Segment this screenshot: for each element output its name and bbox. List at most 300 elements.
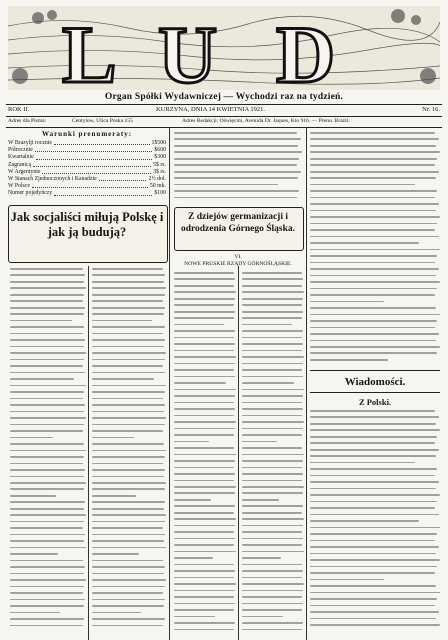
text-line bbox=[10, 359, 84, 361]
masthead-illustration bbox=[8, 6, 440, 90]
text-line bbox=[242, 609, 302, 611]
text-line bbox=[310, 533, 437, 535]
text-line bbox=[310, 249, 440, 251]
text-line bbox=[174, 158, 299, 160]
text-line bbox=[92, 605, 164, 607]
text-line bbox=[174, 629, 234, 631]
text-line bbox=[242, 298, 303, 300]
text-line bbox=[174, 616, 215, 618]
text-line bbox=[310, 527, 440, 529]
text-line bbox=[242, 492, 303, 494]
text-line bbox=[310, 359, 388, 361]
text-line bbox=[310, 624, 440, 626]
text-line bbox=[10, 463, 83, 465]
text-line bbox=[242, 337, 302, 339]
headline-main: Jak socjaliści miłują Polskę i jak ją budują? bbox=[10, 210, 164, 239]
text-line bbox=[174, 454, 236, 456]
text-line bbox=[92, 378, 154, 380]
text-line bbox=[92, 333, 163, 335]
text-line bbox=[310, 553, 436, 555]
text-line bbox=[242, 272, 302, 274]
text-line bbox=[174, 298, 235, 300]
text-line bbox=[92, 488, 165, 490]
text-line bbox=[310, 346, 440, 348]
text-line bbox=[174, 434, 234, 436]
text-line bbox=[310, 494, 440, 496]
text-line bbox=[310, 314, 440, 316]
text-line bbox=[242, 486, 304, 488]
text-line bbox=[174, 132, 297, 134]
text-line bbox=[92, 566, 165, 568]
text-line bbox=[10, 534, 85, 536]
text-line bbox=[174, 551, 236, 553]
news-heading: Wiadomości. bbox=[344, 376, 406, 388]
text-line bbox=[174, 138, 301, 140]
text-line bbox=[92, 534, 165, 536]
text-line bbox=[174, 428, 235, 430]
address-row bbox=[6, 117, 442, 127]
text-line bbox=[10, 307, 85, 309]
text-line bbox=[10, 501, 85, 503]
text-line bbox=[310, 158, 437, 160]
text-line bbox=[174, 447, 234, 449]
text-line bbox=[242, 441, 277, 443]
text-line bbox=[92, 339, 165, 341]
text-line bbox=[92, 437, 134, 439]
text-line bbox=[92, 430, 163, 432]
address-label: Adres dla Pisma: bbox=[8, 118, 47, 124]
text-line bbox=[310, 255, 437, 257]
text-line bbox=[310, 197, 435, 199]
text-line bbox=[10, 352, 86, 354]
text-line bbox=[10, 514, 86, 516]
text-line bbox=[242, 434, 302, 436]
text-line bbox=[242, 382, 294, 384]
text-line bbox=[92, 404, 165, 406]
subscription-title: Warunki prenumeraty: bbox=[41, 130, 133, 138]
text-line bbox=[242, 324, 292, 326]
column-rule bbox=[306, 128, 307, 640]
text-line bbox=[242, 525, 303, 527]
text-line bbox=[10, 540, 84, 542]
text-line bbox=[10, 592, 83, 594]
text-line bbox=[92, 294, 165, 296]
text-line bbox=[10, 326, 84, 328]
text-line bbox=[92, 398, 163, 400]
text-line bbox=[92, 326, 165, 328]
text-line bbox=[174, 505, 235, 507]
text-line bbox=[310, 442, 435, 444]
text-line bbox=[242, 473, 303, 475]
masthead-subtitle: Organ Spółki Wydawniczej — Wychodzi raz na tydzień. bbox=[104, 92, 344, 102]
text-line bbox=[242, 544, 302, 546]
text-line bbox=[174, 389, 236, 391]
text-line bbox=[310, 171, 439, 173]
text-line bbox=[310, 281, 440, 283]
article-text-block bbox=[174, 272, 236, 636]
subscription-box bbox=[8, 130, 166, 202]
text-line bbox=[10, 476, 84, 478]
text-line bbox=[310, 475, 435, 477]
text-line bbox=[310, 455, 436, 457]
text-line bbox=[92, 320, 152, 322]
text-line bbox=[92, 372, 165, 374]
text-line bbox=[310, 294, 435, 296]
text-line bbox=[242, 512, 302, 514]
text-line bbox=[10, 287, 86, 289]
text-line bbox=[174, 285, 234, 287]
text-line bbox=[242, 285, 302, 287]
text-line bbox=[310, 566, 437, 568]
text-line bbox=[10, 586, 84, 588]
text-line bbox=[242, 356, 304, 358]
text-line bbox=[174, 278, 235, 280]
text-line bbox=[174, 376, 235, 378]
issue-year: ROK II. bbox=[8, 106, 30, 113]
text-line bbox=[310, 514, 439, 516]
column-rule bbox=[88, 266, 89, 640]
text-line bbox=[174, 480, 234, 482]
text-line bbox=[10, 612, 60, 614]
text-line bbox=[310, 132, 435, 134]
editorial-address: Adres Redakcji: Oświęcim, Avenida Dr. Jaques, Kto 916. — Prenu. Brazil. bbox=[182, 118, 350, 124]
text-line bbox=[92, 385, 166, 387]
text-line bbox=[242, 350, 302, 352]
text-line bbox=[242, 505, 303, 507]
price-row: Zagranicą 5$ rs. bbox=[8, 161, 166, 168]
column-rule bbox=[169, 128, 170, 640]
article-text-block bbox=[92, 268, 166, 636]
text-line bbox=[174, 492, 235, 494]
text-line bbox=[92, 560, 163, 562]
article-text-block bbox=[310, 410, 440, 636]
text-line bbox=[310, 559, 440, 561]
text-line bbox=[310, 592, 440, 594]
text-line bbox=[92, 495, 136, 497]
text-line bbox=[310, 481, 439, 483]
text-line bbox=[242, 291, 304, 293]
text-line bbox=[310, 333, 439, 335]
text-line bbox=[10, 573, 84, 575]
text-line bbox=[92, 411, 164, 413]
text-line bbox=[10, 424, 84, 426]
text-line bbox=[310, 229, 435, 231]
masthead-letter-u: U bbox=[158, 9, 218, 90]
price-row: W Argentynie 3$ rs. bbox=[8, 168, 166, 175]
text-line bbox=[242, 616, 283, 618]
text-line bbox=[10, 625, 83, 627]
text-line bbox=[10, 411, 84, 413]
text-line bbox=[92, 527, 163, 529]
text-line bbox=[174, 577, 234, 579]
text-line bbox=[10, 333, 83, 335]
text-line bbox=[92, 443, 164, 445]
divider bbox=[310, 392, 440, 393]
text-line bbox=[310, 301, 384, 303]
text-line bbox=[174, 272, 234, 274]
text-line bbox=[174, 369, 234, 371]
text-line bbox=[310, 540, 435, 542]
text-line bbox=[92, 424, 165, 426]
text-line bbox=[174, 486, 236, 488]
text-line bbox=[174, 382, 226, 384]
text-line bbox=[242, 330, 303, 332]
text-line bbox=[310, 410, 435, 412]
text-line bbox=[174, 441, 209, 443]
text-line bbox=[242, 317, 302, 319]
text-line bbox=[10, 547, 86, 549]
text-line bbox=[174, 356, 236, 358]
text-line bbox=[92, 274, 165, 276]
text-line bbox=[242, 376, 303, 378]
text-line bbox=[10, 378, 74, 380]
text-line bbox=[310, 320, 437, 322]
text-line bbox=[10, 560, 83, 562]
text-line bbox=[242, 480, 302, 482]
text-line bbox=[174, 596, 234, 598]
text-line bbox=[310, 151, 440, 153]
text-line bbox=[10, 346, 84, 348]
text-line bbox=[92, 586, 165, 588]
text-line bbox=[310, 429, 440, 431]
text-line bbox=[242, 596, 302, 598]
divider bbox=[310, 370, 440, 371]
text-line bbox=[92, 553, 139, 555]
text-line bbox=[242, 629, 302, 631]
text-line bbox=[92, 618, 165, 620]
text-line bbox=[310, 611, 439, 613]
text-line bbox=[174, 395, 235, 397]
text-line bbox=[174, 304, 234, 306]
text-line bbox=[310, 236, 439, 238]
text-line bbox=[242, 428, 303, 430]
section-subtitle: NOWE PRUSKIE RZĄDY GÓRNOŚLĄSKIE. bbox=[184, 261, 292, 267]
text-line bbox=[92, 307, 165, 309]
text-line bbox=[310, 572, 435, 574]
price-row: W Polsce 50 mk. bbox=[8, 183, 166, 190]
text-line bbox=[242, 402, 302, 404]
text-line bbox=[242, 311, 303, 313]
text-line bbox=[10, 456, 84, 458]
masthead-letter-d: D bbox=[276, 9, 336, 90]
text-line bbox=[174, 538, 235, 540]
price-row: Półrocznie $600 bbox=[8, 147, 166, 154]
text-line bbox=[10, 385, 86, 387]
text-line bbox=[92, 547, 166, 549]
text-line bbox=[10, 300, 83, 302]
issue-info-row bbox=[6, 105, 442, 116]
text-line bbox=[92, 300, 163, 302]
text-line bbox=[242, 447, 302, 449]
text-line bbox=[174, 557, 213, 559]
text-line bbox=[242, 557, 281, 559]
text-line bbox=[92, 514, 166, 516]
text-line bbox=[174, 609, 234, 611]
text-line bbox=[10, 437, 53, 439]
text-line bbox=[10, 313, 84, 315]
text-line bbox=[242, 603, 303, 605]
text-line bbox=[310, 546, 439, 548]
text-line bbox=[174, 363, 235, 365]
text-line bbox=[174, 408, 235, 410]
text-line bbox=[174, 583, 236, 585]
text-line bbox=[92, 463, 163, 465]
text-line bbox=[174, 324, 224, 326]
text-line bbox=[174, 499, 211, 501]
text-line bbox=[242, 389, 304, 391]
text-line bbox=[92, 417, 166, 419]
text-line bbox=[242, 583, 304, 585]
text-line bbox=[242, 343, 303, 345]
text-line bbox=[92, 592, 163, 594]
article-text-block bbox=[174, 132, 302, 204]
text-line bbox=[10, 508, 84, 510]
text-line bbox=[174, 311, 235, 313]
text-line bbox=[10, 553, 58, 555]
text-line bbox=[310, 275, 436, 277]
text-line bbox=[92, 456, 165, 458]
text-line bbox=[10, 579, 86, 581]
text-line bbox=[174, 330, 235, 332]
text-line bbox=[310, 436, 437, 438]
text-line bbox=[92, 612, 141, 614]
text-line bbox=[310, 242, 419, 244]
text-line bbox=[310, 190, 437, 192]
text-line bbox=[242, 538, 303, 540]
text-line bbox=[310, 520, 419, 522]
text-line bbox=[174, 467, 234, 469]
text-line bbox=[174, 164, 297, 166]
text-line bbox=[174, 603, 235, 605]
text-line bbox=[92, 476, 164, 478]
text-line bbox=[174, 512, 234, 514]
text-line bbox=[10, 566, 85, 568]
text-line bbox=[174, 473, 235, 475]
text-line bbox=[310, 352, 437, 354]
text-line bbox=[310, 216, 440, 218]
text-line bbox=[310, 488, 436, 490]
text-line bbox=[242, 551, 304, 553]
text-line bbox=[174, 402, 234, 404]
text-line bbox=[10, 482, 86, 484]
text-line bbox=[174, 291, 236, 293]
text-line bbox=[10, 618, 84, 620]
text-line bbox=[310, 468, 437, 470]
text-line bbox=[10, 268, 83, 270]
text-line bbox=[310, 449, 439, 451]
text-line bbox=[174, 171, 301, 173]
text-line bbox=[174, 570, 235, 572]
text-line bbox=[92, 352, 166, 354]
text-line bbox=[92, 313, 164, 315]
text-line bbox=[242, 570, 303, 572]
text-line bbox=[10, 372, 85, 374]
text-line bbox=[174, 197, 297, 199]
text-line bbox=[92, 501, 165, 503]
text-line bbox=[92, 469, 165, 471]
price-row: W Brazylji rocznie 1$500 bbox=[8, 140, 166, 146]
text-line bbox=[310, 177, 436, 179]
text-line bbox=[242, 518, 304, 520]
text-line bbox=[92, 391, 165, 393]
text-line bbox=[174, 415, 234, 417]
news-subheading: Z Polski. bbox=[358, 397, 392, 407]
text-line bbox=[10, 339, 85, 341]
text-line bbox=[174, 151, 302, 153]
masthead-letter-l: L bbox=[62, 9, 117, 90]
text-line bbox=[310, 462, 415, 464]
text-line bbox=[310, 605, 435, 607]
text-line bbox=[310, 423, 436, 425]
text-line bbox=[92, 599, 165, 601]
headline-middle: Z dziejów germanizacji i odrodzenia Górnego Śląska. bbox=[180, 212, 296, 234]
text-line bbox=[174, 317, 234, 319]
text-line bbox=[310, 288, 437, 290]
text-line bbox=[174, 421, 236, 423]
price-row: W Stanach Zjednoczonych i Kanadzie 2½ dol. bbox=[8, 176, 166, 183]
text-line bbox=[10, 294, 84, 296]
text-line bbox=[242, 454, 304, 456]
text-line bbox=[310, 416, 439, 418]
text-line bbox=[242, 622, 303, 624]
text-line bbox=[310, 579, 384, 581]
text-line bbox=[92, 287, 166, 289]
text-line bbox=[92, 579, 166, 581]
address-value: Centylow, Ulica Poska 155 bbox=[72, 118, 133, 124]
text-line bbox=[242, 369, 302, 371]
text-line bbox=[242, 564, 302, 566]
text-line bbox=[92, 540, 164, 542]
text-line bbox=[92, 508, 164, 510]
text-line bbox=[242, 460, 303, 462]
text-line bbox=[310, 184, 415, 186]
text-line bbox=[10, 488, 84, 490]
text-line bbox=[92, 365, 163, 367]
article-text-block bbox=[310, 132, 440, 368]
text-line bbox=[92, 625, 163, 627]
text-line bbox=[92, 482, 166, 484]
text-line bbox=[10, 365, 83, 367]
section-number: VI. bbox=[234, 254, 242, 260]
text-line bbox=[10, 398, 83, 400]
text-line bbox=[242, 499, 279, 501]
text-line bbox=[10, 404, 85, 406]
text-line bbox=[310, 618, 436, 620]
text-line bbox=[310, 501, 437, 503]
text-line bbox=[10, 274, 85, 276]
text-line bbox=[242, 395, 303, 397]
text-line bbox=[174, 622, 235, 624]
text-line bbox=[10, 605, 84, 607]
text-line bbox=[174, 590, 235, 592]
text-line bbox=[310, 585, 436, 587]
issue-number: Nr. 16. bbox=[422, 106, 440, 113]
text-line bbox=[242, 278, 303, 280]
text-line bbox=[242, 531, 302, 533]
text-line bbox=[310, 268, 439, 270]
text-line bbox=[10, 599, 85, 601]
text-line bbox=[10, 527, 83, 529]
text-line bbox=[310, 223, 437, 225]
text-line bbox=[310, 598, 437, 600]
text-line bbox=[92, 521, 165, 523]
text-line bbox=[10, 443, 84, 445]
text-line bbox=[10, 469, 85, 471]
text-line bbox=[92, 450, 166, 452]
text-line bbox=[92, 281, 164, 283]
text-line bbox=[242, 467, 302, 469]
text-line bbox=[174, 525, 235, 527]
